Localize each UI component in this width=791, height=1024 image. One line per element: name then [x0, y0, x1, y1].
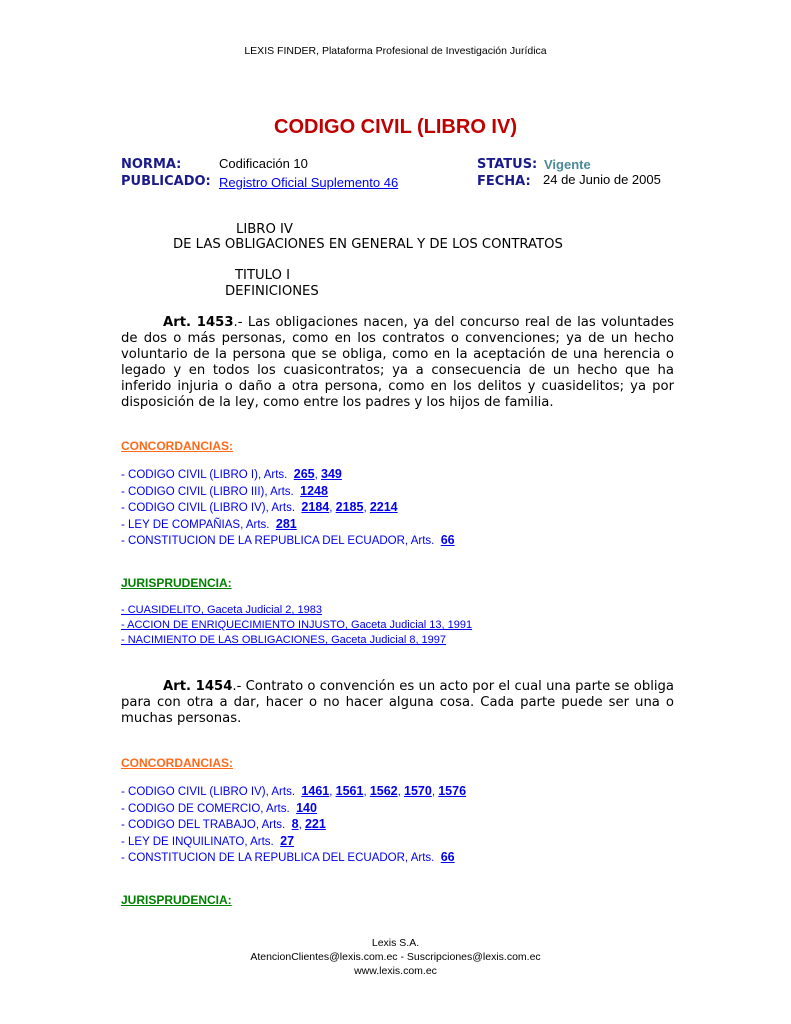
article-link[interactable]: 66 [440, 533, 455, 547]
titulo-subheading: DEFINICIONES [225, 284, 319, 299]
list-item: - CODIGO CIVIL (LIBRO IV), Arts. 1461, 1561, 1562, 1570, 1576 [121, 784, 467, 798]
article-1454 [121, 679, 674, 727]
fecha-value: 24 de Junio de 2005 [543, 172, 661, 187]
list-item: - LEY DE COMPAÑIAS, Arts. 281 [121, 516, 297, 531]
jurisprudencia-link[interactable]: - ACCION DE ENRIQUECIMIENTO INJUSTO, Gaceta Judicial 13, 1991 [121, 619, 473, 631]
libro-heading: LIBRO IV [236, 222, 293, 237]
list-item: - CONSTITUCION DE LA REPUBLICA DEL ECUADOR, Arts. 66 [121, 850, 455, 864]
jurisprudencia-link[interactable]: - CUASIDELITO, Gaceta Judicial 2, 1983 [121, 604, 322, 616]
concordancias-list [121, 784, 466, 867]
jurisprudencia-heading: JURISPRUDENCIA: [121, 576, 232, 590]
list-item: - CONSTITUCION DE LA REPUBLICA DEL ECUADOR, Arts. 66 [121, 533, 455, 547]
article-link[interactable]: 221 [304, 817, 326, 831]
titulo-heading: TITULO I [235, 268, 290, 283]
footer-website: www.lexis.com.ec [354, 965, 437, 977]
article-link[interactable]: 1576 [438, 784, 467, 798]
article-1454-text: .- Contrato o convención es un acto por el cual una parte se obliga para con otra a dar, hacer o no hacer alguna cosa. Cada parte puede ser una o muchas personas. [121, 679, 674, 726]
fecha-label: FECHA: [477, 174, 531, 189]
article-link[interactable]: 2185 [335, 500, 364, 514]
document-title: CODIGO CIVIL (LIBRO IV) [274, 116, 517, 138]
article-1453-text: .- Las obligaciones nacen, ya del concurso real de las voluntades de dos o más personas, como en los contratos o convenciones; ya de un hecho voluntario de la persona que se obliga, como en la aceptación de una herencia o legado y en todos los cuasicontratos; ya a consecuencia de un hecho que ha inferido injuria o daño a otra persona, como en los delitos y cuasidelitos; ya por disposición de la ley, como entre los padres y los hijos de familia. [121, 315, 674, 410]
article-link[interactable]: 281 [275, 516, 297, 531]
list-item: - CODIGO DEL TRABAJO, Arts. 8, 221 [121, 817, 326, 831]
jurisprudencia-link[interactable]: - NACIMIENTO DE LAS OBLIGACIONES, Gaceta Judicial 8, 1997 [121, 634, 447, 646]
publicado-label: PUBLICADO: [121, 174, 211, 189]
status-label: STATUS: [477, 157, 538, 172]
article-link[interactable]: 27 [280, 833, 295, 848]
list-item: - CODIGO DE COMERCIO, Arts. 140 [121, 800, 317, 815]
page-header: LEXIS FINDER, Plataforma Profesional de Investigación Jurídica [244, 45, 547, 57]
norma-label: NORMA: [121, 157, 182, 172]
list-item: - CODIGO CIVIL (LIBRO I), Arts. 265, 349 [121, 467, 342, 481]
concordancias-heading: CONCORDANCIAS: [121, 756, 233, 770]
jurisprudencia-heading: JURISPRUDENCIA: [121, 893, 232, 907]
footer-emails: AtencionClientes@lexis.com.ec - Suscripciones@lexis.com.ec [250, 951, 541, 963]
article-link[interactable]: 1461 [301, 784, 330, 798]
footer-company: Lexis S.A. [371, 937, 420, 949]
list-item: - LEY DE INQUILINATO, Arts. 27 [121, 833, 295, 848]
article-link[interactable]: 2214 [369, 500, 398, 514]
article-link[interactable]: 66 [440, 850, 455, 864]
norma-value: Codificación 10 [219, 156, 308, 171]
article-1453-label: Art. 1453 [163, 315, 234, 330]
libro-subheading: DE LAS OBLIGACIONES EN GENERAL Y DE LOS CONTRATOS [173, 237, 563, 252]
article-link[interactable]: 140 [296, 800, 317, 815]
article-link[interactable]: 1248 [300, 483, 328, 498]
concordancias-list [121, 467, 455, 550]
article-link[interactable]: 349 [321, 467, 342, 481]
article-link[interactable]: 1562 [369, 784, 398, 798]
concordancias-heading: CONCORDANCIAS: [121, 439, 233, 453]
list-item: - CODIGO CIVIL (LIBRO III), Arts. 1248 [121, 483, 328, 498]
article-link[interactable]: 1570 [404, 784, 432, 798]
article-link[interactable]: 2184 [301, 500, 330, 514]
article-link[interactable]: 1561 [335, 784, 364, 798]
list-item: - CODIGO CIVIL (LIBRO IV), Arts. 2184, 2185, 2214 [121, 500, 398, 514]
status-value: Vigente [544, 157, 591, 172]
article-1454-label: Art. 1454 [163, 679, 233, 694]
article-link[interactable]: 8 [291, 817, 299, 831]
article-link[interactable]: 265 [293, 467, 315, 481]
article-1453 [121, 315, 674, 411]
jurisprudencia-list [121, 603, 472, 648]
publicado-link[interactable]: Registro Oficial Suplemento 46 [219, 175, 399, 190]
page-footer [0, 936, 791, 978]
